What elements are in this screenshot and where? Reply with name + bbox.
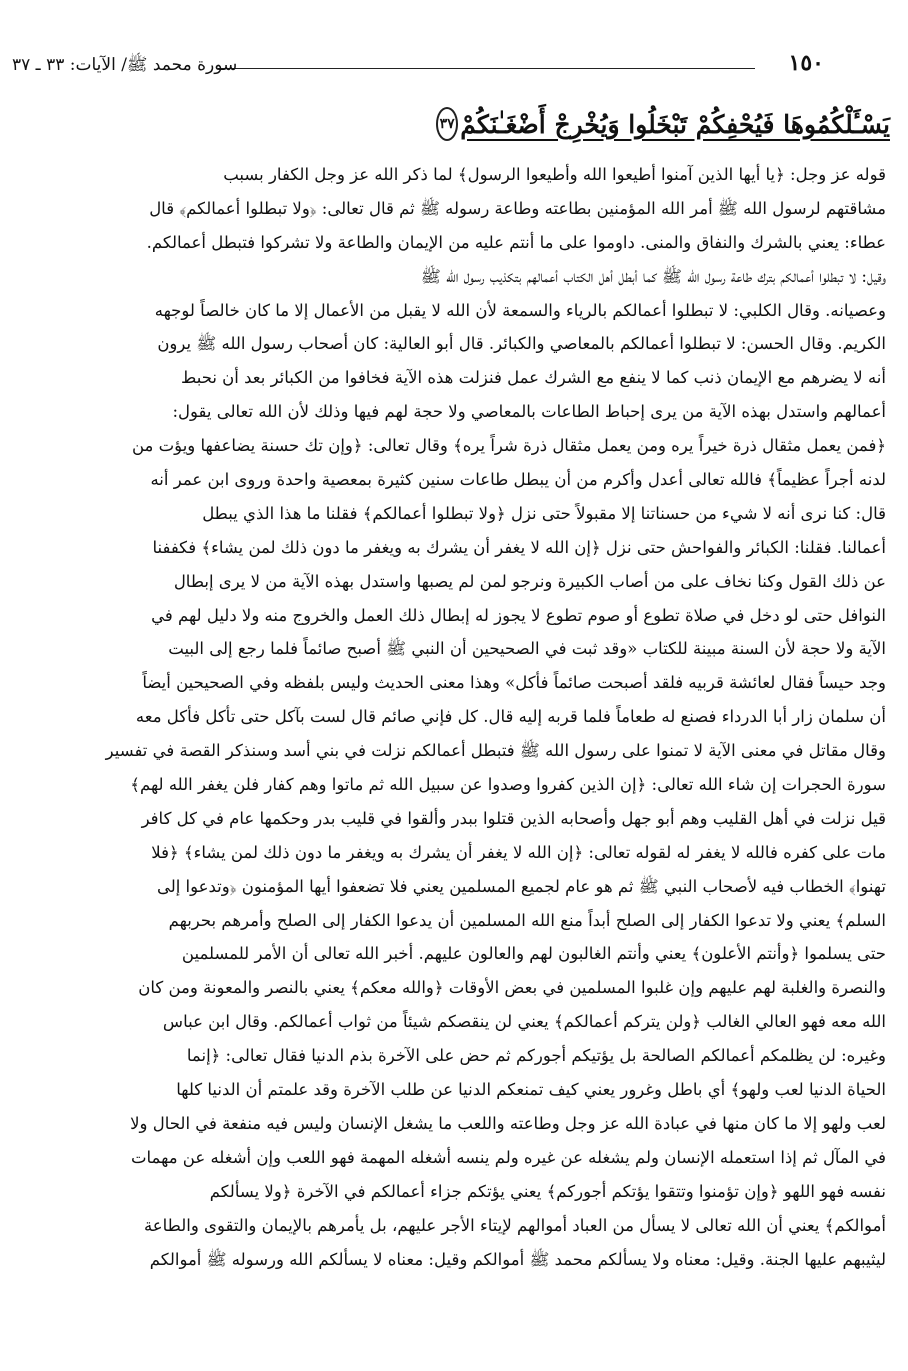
text-line: عطاء: يعني بالشرك والنفاق والمنى. داوموا على ما أنتم عليه من الإيمان والطاعة ولا تشركوا فتبطل أعمالكم. xyxy=(146,232,886,252)
text-line: وقيل: لا تبطلوا أعمالكم بترك طاعة رسول الله ﷺ كما أبطل أهل الكتاب أعمالهم بتكذيب رسول الله ﷺ xyxy=(420,266,886,286)
text-line: لدنه أجراً عظيماً﴾ فالله تعالى أعدل وأكرم من أن يبطل طاعات سنين كثيرة بمعصية واحدة وروى ابن عمر أنه xyxy=(150,470,886,490)
text-line: حتى يسلموا ﴿وأنتم الأعلون﴾ يعني وأنتم الغالبون لهم والعالون عليهم. أخبر الله تعالى أن الأمر للمسلمين xyxy=(181,944,886,964)
text-line: النوافل حتى لو دخل في صلاة تطوع أو صوم تطوع لا يجوز له إبطال ذلك العمل والخروج منه ولا دليل لهم في xyxy=(151,605,886,625)
text-line: وعصيانه. وقال الكلبي: لا تبطلوا أعمالكم بالرياء والسمعة لأن الله لا يقبل من الأعمال إلا ما كان خالصاً لوجهه xyxy=(154,300,886,320)
verse-number: ٣٧ xyxy=(439,116,455,132)
text-line: وقال مقاتل في معنى الآية لا تمنوا على رسول الله ﷺ فتبطل أعمالكم نزلت في بني أسد وسنذكر القصة في تفسير xyxy=(105,741,886,761)
text-line: أنه لا يضرهم مع الإيمان ذنب كما لا ينفع مع الشرك عمل فنزلت هذه الآية فخافوا من الكبائر بعد أن نحبط xyxy=(181,368,886,388)
text-line: الله معه فهو العالي الغالب ﴿ولن يتركم أعمالكم﴾ يعني لن ينقصكم شيئاً من ثواب أعمالكم. وقال ابن عباس xyxy=(162,1012,886,1032)
text-line: أعمالنا. فقلنا: الكبائر والفواحش حتى نزل ﴿إن الله لا يغفر أن يشرك به ويغفر ما دون ذلك لمن يشاء﴾ فكففنا xyxy=(152,537,886,557)
text-line: السلم﴾ يعني ولا تدعوا الكفار إلى الصلح أبداً منع الله المسلمين أن يدعوا الكفار إلى الصلح وأمرهم بحربهم xyxy=(168,910,886,930)
text-line: الآية ولا حجة لأن السنة مبينة للكتاب «وقد ثبت في الصحيحين أن النبي ﷺ أصبح صائماً فلما رجع إلى البيت xyxy=(168,639,886,659)
text-line: والنصرة والغلبة لهم عليهم وإن غلبوا المسلمين في بعض الأوقات ﴿والله معكم﴾ يعني بالنصر والمعونة ومن كان xyxy=(138,978,886,998)
text-line: وجد حيساً فقال لعائشة قربيه فلقد أصبحت صائماً فأكل» وهذا معنى الحديث وليس بلفظه وفي الصحيحين أيضاً xyxy=(142,673,886,693)
text-line: أن سلمان زار أبا الدرداء فصنع له طعاماً فلما قربه إليه قال. كل فإني صائم قال لست بآكل حتى تأكل فأكل معه xyxy=(135,707,886,727)
text-line: أعمالهم واستدل بهذه الآية من يرى إحباط الطاعات بالمعاصي ولا حجة لهم فيها وذلك لأن الله تعالى يقول: xyxy=(172,402,886,422)
text-line: في المآل ثم إذا استعمله الإنسان ولم يشغله عن غيره ولم ينسه أشغله المهمة فهو اللعب وإن أشغله عن مهمات xyxy=(131,1147,886,1167)
text-line: عن ذلك القول وكنا نخاف على من أصاب الكبيرة ونرجو لمن لم يصبها واستدل بهذه الآية من لا يرى إبطال xyxy=(173,571,886,591)
verse-number-ornament xyxy=(436,107,458,141)
text-line: مات على كفره فالله لا يغفر له لقوله تعالى: ﴿إن الله لا يغفر أن يشرك به ويغفر ما دون ذلك لمن يشاء﴾ ﴿فلا xyxy=(151,842,886,862)
page-number: ١٥٠ xyxy=(788,50,824,76)
text-line: قال: كنا نرى أنه لا شيء من حسناتنا إلا مقبولاً حتى نزل ﴿ولا تبطلوا أعمالكم﴾ فقلنا ما هذا الذي يبطل xyxy=(202,503,886,523)
text-line: سورة الحجرات إن شاء الله تعالى: ﴿إن الذين كفروا وصدوا عن سبيل الله ثم ماتوا وهم كفار فلن يغفر الله لهم﴾ xyxy=(130,775,886,795)
text-line: أموالكم﴾ يعني أن الله تعالى لا يسأل من العباد أموالهم لإيتاء الأجر عليهم، بل يأمرهم بالإيمان والتقوى والطاعة xyxy=(143,1215,886,1235)
text-line: قوله عز وجل: ﴿يا أيها الذين آمنوا أطيعوا الله وأطيعوا الرسول﴾ لما ذكر الله عز وجل الكفار بسبب xyxy=(223,165,886,184)
text-line: مشاقتهم لرسول الله ﷺ أمر الله المؤمنين بطاعته وطاعة رسوله ﷺ ثم قال تعالى: ﴿ولا تبطلوا أعمالكم﴾ قال xyxy=(149,198,886,218)
verse-text: يَسْـَٔلْكُمُوهَا فَيُحْفِكُمْ تَبْخَلُوا وَيُخْرِجْ أَضْغَـٰنَكُمْ xyxy=(460,109,890,139)
text-line: وغيره: لن يظلمكم أعمالكم الصالحة بل يؤتيكم أجوركم ثم حض على الآخرة بذم الدنيا فقال تعالى: ﴿إنما xyxy=(186,1046,886,1066)
text-line: ليثيبهم عليها الجنة. وقيل: معناه ولا يسألكم محمد ﷺ أموالكم وقيل: معناه لا يسألكم الله ورسوله ﷺ أموالكم xyxy=(149,1249,886,1269)
running-title: سورة محمد ﷺ/ الآيات: ٣٣ ـ ٣٧ xyxy=(12,55,238,75)
quran-verse xyxy=(430,100,890,148)
header-rule xyxy=(218,68,755,69)
text-line: تهنوا﴾ الخطاب فيه لأصحاب النبي ﷺ ثم هو عام لجميع المسلمين يعني فلا تضعفوا أيها المؤمنون ﴿وتدعوا إلى xyxy=(156,876,886,896)
commentary-text xyxy=(14,158,886,1276)
text-line: ﴿فمن يعمل مثقال ذرة خيراً يره ومن يعمل مثقال ذرة شراً يره﴾ وقال تعالى: ﴿وإن تك حسنة يضاعفها ويؤت من xyxy=(132,436,886,456)
page-header xyxy=(12,50,890,84)
text-line: لعب ولهو إلا ما كان منها في عبادة الله عز وجل وطاعته واللعب ما يشغل الإنسان وليس فيه منفعة في الحال ولا xyxy=(130,1113,886,1133)
text-line: قيل نزلت في أهل القليب وهم أبو جهل وأصحابه الذين قتلوا ببدر وألقوا في قليب بدر وحكمها عام في كل كافر xyxy=(141,808,886,828)
text-line: الكريم. وقال الحسن: لا تبطلوا أعمالكم بالمعاصي والكبائر. قال أبو العالية: كان أصحاب رسول الله ﷺ يرون xyxy=(157,334,886,354)
text-line: الحياة الدنيا لعب ولهو﴾ أي باطل وغرور يعني كيف تمنعكم الدنيا عن طلب الآخرة وقد علمتم أن الدنيا كلها xyxy=(176,1080,886,1100)
text-line: نفسه فهو اللهو ﴿وإن تؤمنوا وتتقوا يؤتكم أجوركم﴾ يعني يؤتكم جزاء أعمالكم في الآخرة ﴿ولا يسألكم xyxy=(209,1181,886,1201)
